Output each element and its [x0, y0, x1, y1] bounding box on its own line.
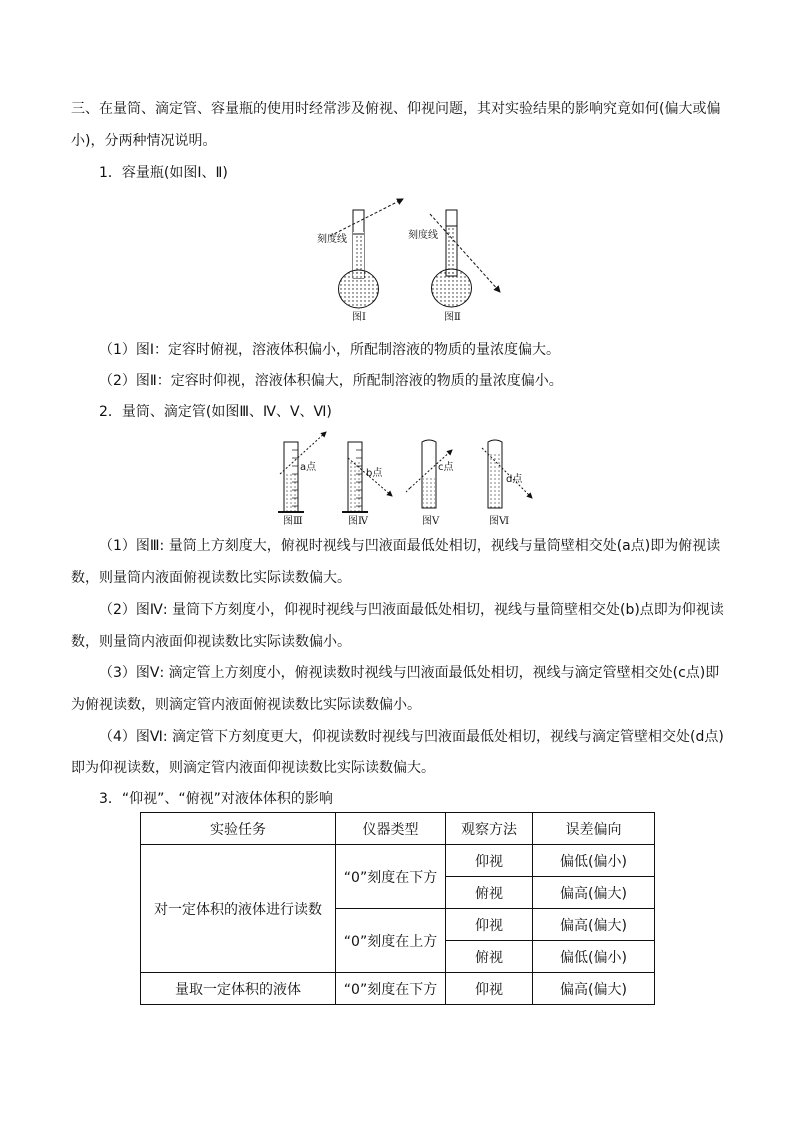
bias-cell: 偏高(偏大) — [533, 973, 655, 1005]
intro-line-2: 小)，分两种情况说明。 — [71, 133, 217, 149]
flask-1 — [330, 199, 403, 308]
method-cell: 仰视 — [446, 909, 533, 941]
point-a: a点 — [300, 462, 317, 473]
task-cell: 量取一定体积的液体 — [141, 973, 336, 1005]
fig2-caption: 图Ⅱ — [444, 312, 461, 323]
fig1-caption: 图Ⅰ — [352, 312, 366, 323]
error-table — [140, 812, 655, 1005]
table-header-cell: 观察方法 — [446, 813, 533, 845]
table-row — [141, 845, 655, 877]
volumetric-flask-figure — [300, 192, 530, 328]
flask-2 — [430, 210, 500, 307]
table-header-cell: 实验任务 — [141, 813, 336, 845]
fig5-caption: 图Ⅴ — [422, 516, 440, 527]
table-row — [141, 973, 655, 1005]
method-cell: 俯视 — [446, 877, 533, 909]
section1-item-1: （1）图Ⅰ：定容时俯视，溶液体积偏小，所配制溶液的物质的量浓度偏大。 — [99, 342, 561, 358]
table-header-cell: 仪器类型 — [336, 813, 446, 845]
point-c: c点 — [438, 462, 454, 473]
section2-item-2-line-2: 数，则量筒内液面仰视读数比实际读数偏小。 — [71, 634, 351, 650]
table-header-row — [141, 813, 655, 845]
section2-item-2-line-1: （2）图Ⅳ: 量筒下方刻度小，仰视时视线与凹液面最低处相切，视线与量筒壁相交处(b)点即为仰视读 — [99, 602, 724, 618]
section2-item-4-line-2: 即为仰视读数，则滴定管内液面仰视读数比实际读数偏大。 — [71, 760, 435, 776]
instrument-type-cell: “0”刻度在上方 — [336, 909, 446, 973]
fig3-caption: 图Ⅲ — [283, 516, 303, 527]
section3-heading: 3．“仰视”、“俯视”对液体体积的影响 — [99, 791, 333, 807]
task-cell: 对一定体积的液体进行读数 — [141, 845, 336, 973]
burette-5 — [406, 440, 452, 508]
instrument-type-cell: “0”刻度在下方 — [336, 973, 446, 1005]
section2-item-1-line-1: （1）图Ⅲ: 量筒上方刻度大，俯视时视线与凹液面最低处相切，视线与量筒壁相交处(a点)即为俯视读 — [99, 538, 721, 554]
method-cell: 俯视 — [446, 941, 533, 973]
method-cell: 仰视 — [446, 973, 533, 1005]
table-header-cell: 误差偏向 — [533, 813, 655, 845]
method-cell: 仰视 — [446, 845, 533, 877]
intro-line-1: 三、在量筒、滴定管、容量瓶的使用时经常涉及俯视、仰视问题，其对实验结果的影响究竟如何(偏大或偏 — [71, 101, 721, 117]
section1-item-2: （2）图Ⅱ：定容时仰视，溶液体积偏大，所配制溶液的物质的量浓度偏小。 — [99, 373, 563, 389]
flask1-scale-label: 刻度线 — [317, 234, 347, 245]
flask2-scale-label: 刻度线 — [408, 230, 438, 241]
bias-cell: 偏高(偏大) — [533, 877, 655, 909]
point-d: d点 — [506, 474, 523, 485]
section2-item-1-line-2: 数，则量筒内液面俯视读数比实际读数偏大。 — [71, 570, 351, 586]
section2-item-3-line-2: 为俯视读数，则滴定管内液面俯视读数比实际读数偏小。 — [71, 697, 421, 713]
section2-item-4-line-1: （4）图Ⅵ: 滴定管下方刻度更大，仰视读数时视线与凹液面最低处相切，视线与滴定管壁相交处(d点) — [99, 729, 724, 745]
section2-heading: 2．量筒、滴定管(如图Ⅲ、Ⅳ、Ⅴ、Ⅵ) — [99, 404, 332, 420]
fig6-caption: 图Ⅵ — [489, 516, 510, 527]
section2-item-3-line-1: （3）图Ⅴ: 滴定管上方刻度小，俯视读数时视线与凹液面最低处相切，视线与滴定管壁相交处(c点)即 — [99, 665, 720, 681]
instrument-type-cell: “0”刻度在下方 — [336, 845, 446, 909]
bias-cell: 偏低(偏小) — [533, 845, 655, 877]
bias-cell: 偏高(偏大) — [533, 909, 655, 941]
point-b: b点 — [366, 468, 383, 479]
section1-heading: 1．容量瓶(如图Ⅰ、Ⅱ) — [99, 165, 228, 181]
bias-cell: 偏低(偏小) — [533, 941, 655, 973]
cylinder-burette-figure — [270, 430, 540, 530]
fig4-caption: 图Ⅳ — [348, 516, 368, 527]
